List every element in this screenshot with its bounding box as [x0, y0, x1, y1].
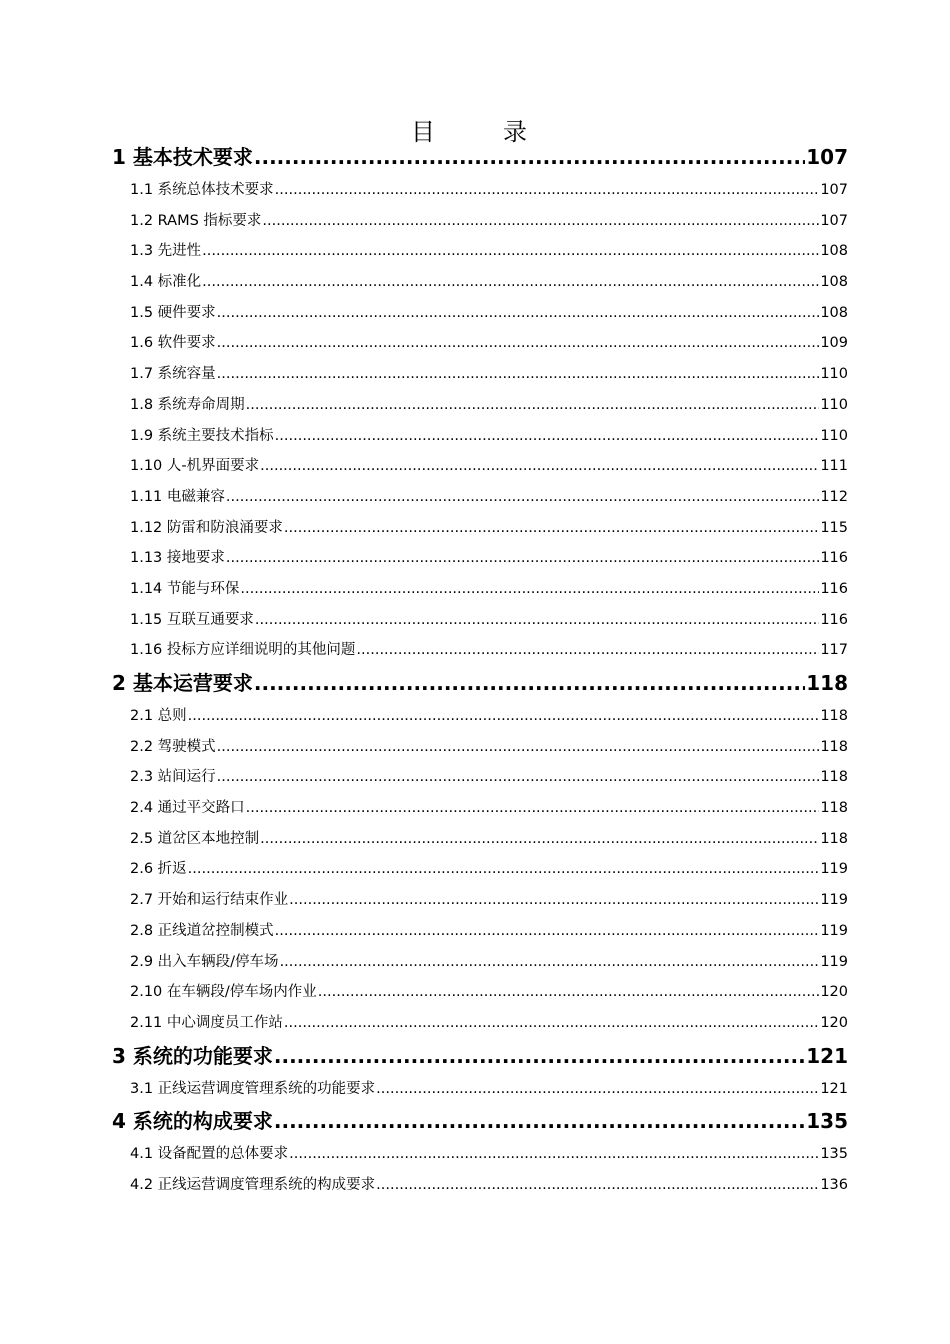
toc-subsection-entry[interactable] [112, 1074, 848, 1105]
toc-subsection-entry[interactable] [112, 206, 848, 237]
toc-subsection-label: 1.3 先进性 [130, 243, 202, 260]
dot-leader [376, 1074, 819, 1105]
toc-subsection-label: 2.11 中心调度员工作站 [130, 1014, 283, 1031]
toc-subsection-entry[interactable] [112, 701, 848, 732]
dot-leader [217, 328, 820, 359]
toc-section-entry[interactable] [112, 1104, 848, 1139]
toc-subsection-entry[interactable] [112, 854, 848, 885]
toc-section-entry[interactable] [112, 666, 848, 701]
toc-subsection-page-number: 116 [820, 580, 848, 597]
dot-leader [262, 206, 819, 237]
toc-subsection-label: 1.5 硬件要求 [130, 304, 216, 321]
toc-subsection-entry[interactable] [112, 421, 848, 452]
toc-subsection-label: 2.10 在车辆段/停车场内作业 [130, 984, 317, 1001]
dot-leader [255, 605, 819, 636]
toc-subsection-label: 2.3 站间运行 [130, 769, 216, 786]
toc-subsection-page-number: 118 [820, 830, 848, 847]
toc-subsection-page-number: 116 [820, 550, 848, 567]
toc-subsection-page-number: 108 [820, 274, 848, 291]
toc-subsection-label: 4.1 设备配置的总体要求 [130, 1146, 289, 1163]
toc-subsection-page-number: 119 [820, 922, 848, 939]
dot-leader [188, 854, 820, 885]
toc-section-page-number: 107 [806, 145, 848, 169]
dot-leader [275, 421, 820, 452]
dot-leader [318, 977, 820, 1008]
toc-subsection-page-number: 107 [820, 182, 848, 198]
toc-subsection-entry[interactable] [112, 267, 848, 298]
dot-leader [202, 236, 819, 267]
toc-subsection-entry[interactable] [112, 451, 848, 482]
dot-leader [202, 267, 819, 298]
toc-subsection-label: 2.4 通过平交路口 [130, 800, 245, 817]
toc-subsection-label: 1.16 投标方应详细说明的其他问题 [130, 642, 356, 659]
toc-section-label: 1 基本技术要求 [112, 145, 253, 169]
toc-subsection-page-number: 121 [820, 1080, 848, 1097]
dot-leader [246, 390, 820, 421]
toc-subsection-label: 1.6 软件要求 [130, 335, 216, 352]
toc-subsection-page-number: 111 [820, 458, 848, 475]
dot-leader [289, 885, 819, 916]
toc-subsection-page-number: 119 [820, 892, 848, 909]
toc-subsection-label: 1.13 接地要求 [130, 550, 225, 567]
toc-subsection-page-number: 115 [820, 519, 848, 536]
toc-subsection-page-number: 118 [820, 769, 848, 786]
dot-leader [188, 701, 820, 732]
dot-leader [274, 1104, 805, 1139]
toc-subsection-entry[interactable] [112, 635, 848, 666]
toc-subsection-page-number: 110 [820, 366, 848, 383]
toc-subsection-page-number: 117 [820, 642, 848, 659]
toc-subsection-label: 1.11 电磁兼容 [130, 488, 225, 505]
dot-leader [226, 543, 819, 574]
toc-subsection-label: 2.1 总则 [130, 708, 187, 724]
toc-subsection-entry[interactable] [112, 1008, 848, 1039]
toc-subsection-page-number: 109 [820, 335, 848, 352]
toc-subsection-label: 2.2 驾驶模式 [130, 738, 216, 755]
dot-leader [240, 574, 819, 605]
toc-subsection-page-number: 135 [820, 1146, 848, 1163]
dot-leader [284, 513, 819, 544]
toc-subsection-label: 2.6 折返 [130, 861, 187, 878]
toc-subsection-page-number: 118 [820, 738, 848, 755]
toc-section-page-number: 118 [806, 671, 848, 695]
dot-leader [275, 916, 820, 947]
toc-subsection-label: 4.2 正线运营调度管理系统的构成要求 [130, 1176, 376, 1193]
toc-subsection-entry[interactable] [112, 543, 848, 574]
toc-subsection-page-number: 112 [820, 488, 848, 505]
toc-subsection-entry[interactable] [112, 236, 848, 267]
toc-subsection-label: 1.10 人-机界面要求 [130, 458, 260, 475]
toc-subsection-page-number: 118 [820, 708, 848, 724]
toc-subsection-entry[interactable] [112, 175, 848, 206]
toc-subsection-page-number: 110 [820, 427, 848, 444]
toc-subsection-entry[interactable] [112, 732, 848, 763]
dot-leader [217, 359, 820, 390]
toc-subsection-entry[interactable] [112, 947, 848, 978]
toc-subsection-label: 3.1 正线运营调度管理系统的功能要求 [130, 1080, 376, 1097]
toc-subsection-entry[interactable] [112, 1139, 848, 1170]
dot-leader [254, 666, 805, 701]
toc-subsection-entry[interactable] [112, 513, 848, 544]
toc-subsection-label: 2.9 出入车辆段/停车场 [130, 953, 279, 970]
dot-leader [217, 732, 820, 763]
toc-subsection-entry[interactable] [112, 793, 848, 824]
toc-subsection-page-number: 120 [820, 1014, 848, 1031]
toc-subsection-entry[interactable] [112, 328, 848, 359]
toc-subsection-label: 1.7 系统容量 [130, 366, 216, 383]
toc-section-label: 2 基本运营要求 [112, 671, 253, 695]
toc-section-entry[interactable] [112, 140, 848, 175]
toc-subsection-page-number: 118 [820, 800, 848, 817]
toc-subsection-entry[interactable] [112, 359, 848, 390]
toc-subsection-entry[interactable] [112, 298, 848, 329]
toc-subsection-entry[interactable] [112, 916, 848, 947]
toc-section-page-number: 135 [806, 1109, 848, 1134]
dot-leader [217, 298, 820, 329]
toc-subsection-entry[interactable] [112, 885, 848, 916]
toc-subsection-page-number: 136 [820, 1176, 848, 1193]
toc-subsection-page-number: 119 [820, 861, 848, 878]
toc-subsection-label: 1.8 系统寿命周期 [130, 396, 245, 413]
dot-leader [254, 140, 805, 175]
dot-leader [260, 824, 819, 855]
toc-title: 目 录 [411, 118, 549, 146]
toc-subsection-label: 2.7 开始和运行结束作业 [130, 892, 289, 909]
toc-subsection-page-number: 119 [820, 953, 848, 970]
toc-subsection-entry[interactable] [112, 390, 848, 421]
dot-leader [356, 635, 819, 666]
dot-leader [274, 1039, 805, 1074]
toc-subsection-label: 1.15 互联互通要求 [130, 611, 254, 628]
toc-subsection-label: 1.14 节能与环保 [130, 580, 240, 597]
dot-leader [376, 1170, 819, 1201]
toc-subsection-label: 1.2 RAMS 指标要求 [130, 212, 262, 229]
toc-subsection-page-number: 116 [820, 611, 848, 628]
toc-subsection-entry[interactable] [112, 574, 848, 605]
dot-leader [289, 1139, 819, 1170]
dot-leader [226, 482, 819, 513]
toc-subsection-entry[interactable] [112, 1170, 848, 1201]
toc-subsection-entry[interactable] [112, 824, 848, 855]
dot-leader [275, 175, 820, 206]
dot-leader [260, 451, 819, 482]
toc-subsection-entry[interactable] [112, 762, 848, 793]
dot-leader [246, 793, 820, 824]
toc-subsection-page-number: 120 [820, 984, 848, 1001]
dot-leader [284, 1008, 819, 1039]
toc-section-page-number: 121 [806, 1043, 848, 1068]
dot-leader [280, 947, 820, 978]
toc-subsection-label: 1.9 系统主要技术指标 [130, 427, 274, 444]
dot-leader [217, 762, 820, 793]
toc-subsection-page-number: 108 [820, 304, 848, 321]
toc-section-label: 4 系统的构成要求 [112, 1109, 273, 1134]
toc-subsection-label: 2.5 道岔区本地控制 [130, 830, 260, 847]
toc-subsection-entry[interactable] [112, 605, 848, 636]
toc-subsection-entry[interactable] [112, 482, 848, 513]
toc-subsection-label: 1.1 系统总体技术要求 [130, 182, 274, 198]
toc-section-entry[interactable] [112, 1039, 848, 1074]
toc-subsection-entry[interactable] [112, 977, 848, 1008]
toc-subsection-label: 2.8 正线道岔控制模式 [130, 922, 274, 939]
toc-subsection-label: 1.12 防雷和防浪涌要求 [130, 519, 283, 536]
table-of-contents [112, 140, 848, 1201]
toc-subsection-page-number: 108 [820, 243, 848, 260]
toc-subsection-label: 1.4 标准化 [130, 274, 202, 291]
toc-section-label: 3 系统的功能要求 [112, 1043, 273, 1068]
toc-subsection-page-number: 110 [820, 396, 848, 413]
toc-subsection-page-number: 107 [820, 212, 848, 229]
